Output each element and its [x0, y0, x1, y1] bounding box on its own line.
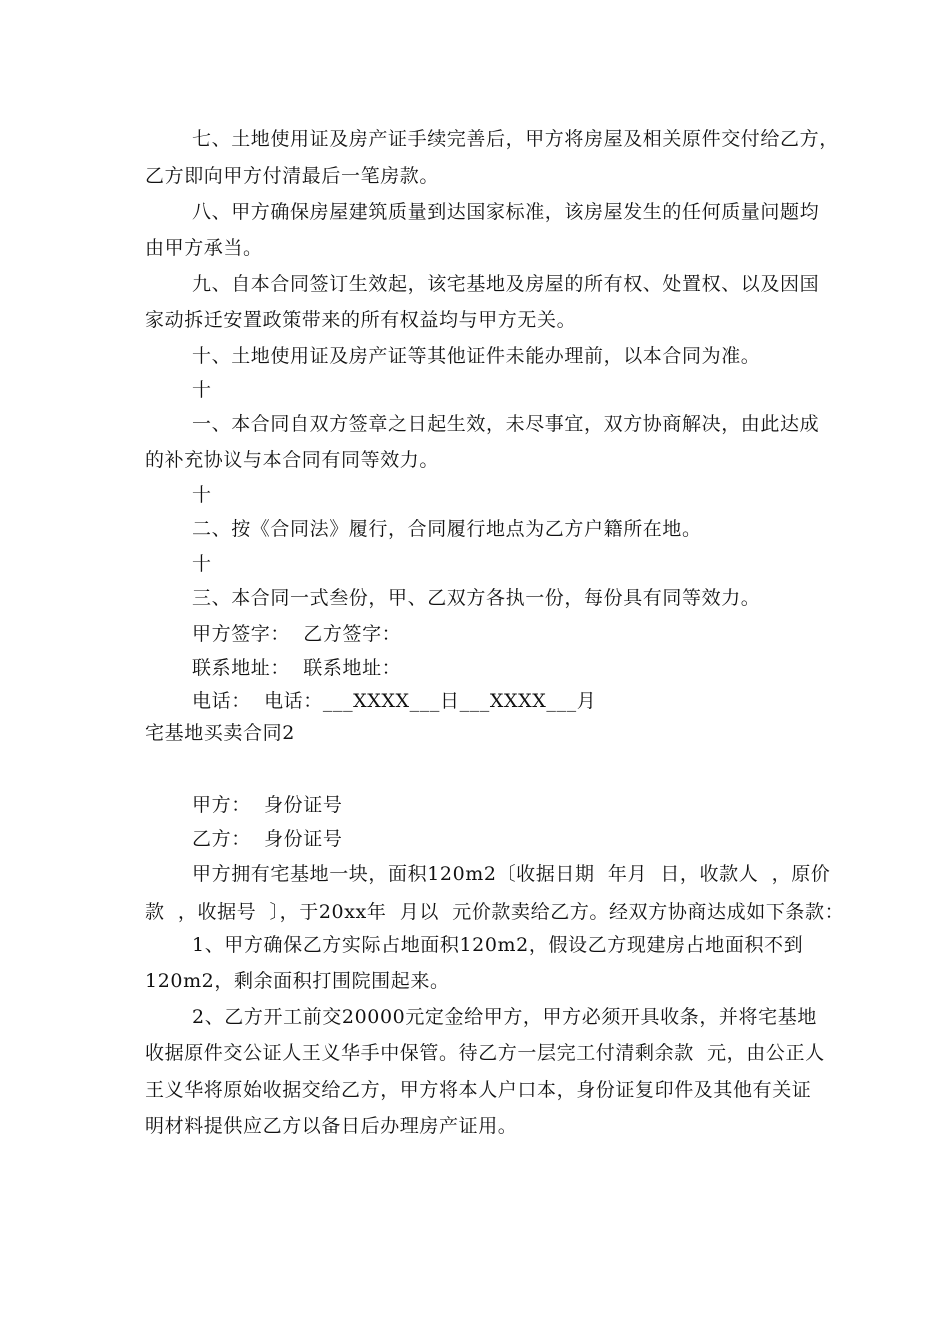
clause-7-line-2: 乙方即向甲方付清最后一笔房款。 — [145, 165, 440, 187]
clause-9-line-1: 九、自本合同签订生效起，该宅基地及房屋的所有权、处置权、以及因国 — [192, 273, 820, 295]
term-2-line-1: 2、乙方开工前交20000元定金给甲方，甲方必须开具收条，并将宅基地 — [192, 1006, 817, 1028]
intro-line-1: 甲方拥有宅基地一块，面积120m2〔收据日期 年月 日，收款人 ，原价 — [192, 863, 831, 885]
clause-8-line-1: 八、甲方确保房屋建筑质量到达国家标准，该房屋发生的任何质量问题均 — [192, 201, 820, 223]
clause-12: 二、按《合同法》履行，合同履行地点为乙方户籍所在地。 — [192, 518, 702, 540]
clause-12-prefix: 十 — [192, 484, 212, 506]
term-2-line-2: 收据原件交公证人王义华手中保管。待乙方一层完工付清剩余款 元，由公正人 — [145, 1042, 825, 1064]
term-2-line-3: 王义华将原始收据交给乙方，甲方将本人户口本，身份证复印件及其他有关证 — [145, 1079, 812, 1101]
address-line: 联系地址： 联系地址： — [192, 657, 402, 679]
term-2-line-4: 明材料提供应乙方以备日后办理房产证用。 — [145, 1115, 518, 1137]
contract-2-title: 宅基地买卖合同2 — [145, 722, 295, 744]
clause-9-line-2: 家动拆迁安置政策带来的所有权益均与甲方无关。 — [145, 309, 577, 331]
clause-7-line-1: 七、土地使用证及房产证手续完善后，甲方将房屋及相关原件交付给乙方， — [192, 128, 839, 150]
signature-line: 甲方签字： 乙方签字： — [192, 623, 402, 645]
clause-13: 三、本合同一式叁份，甲、乙双方各执一份，每份具有同等效力。 — [192, 587, 761, 609]
term-1-line-2: 120m2，剩余面积打围院围起来。 — [145, 970, 450, 992]
party-a-line: 甲方： 身份证号 — [192, 794, 343, 816]
clause-8-line-2: 由甲方承当。 — [145, 237, 263, 259]
clause-11-prefix: 十 — [192, 379, 212, 401]
party-b-line: 乙方： 身份证号 — [192, 828, 343, 850]
clause-11-line-2: 的补充协议与本合同有同等效力。 — [145, 449, 440, 471]
clause-13-prefix: 十 — [192, 553, 212, 575]
term-1-line-1: 1、甲方确保乙方实际占地面积120m2，假设乙方现建房占地面积不到 — [192, 934, 804, 956]
intro-line-2: 款 ，收据号 〕，于20xx年 月以 元价款卖给乙方。经双方协商达成如下条款： — [145, 901, 845, 923]
clause-11-line-1: 一、本合同自双方签章之日起生效，未尽事宜，双方协商解决，由此达成 — [192, 413, 820, 435]
phone-date-line: 电话： 电话：___XXXX___日___XXXX___月 — [192, 690, 597, 712]
clause-10: 十、土地使用证及房产证等其他证件未能办理前，以本合同为准。 — [192, 345, 761, 367]
